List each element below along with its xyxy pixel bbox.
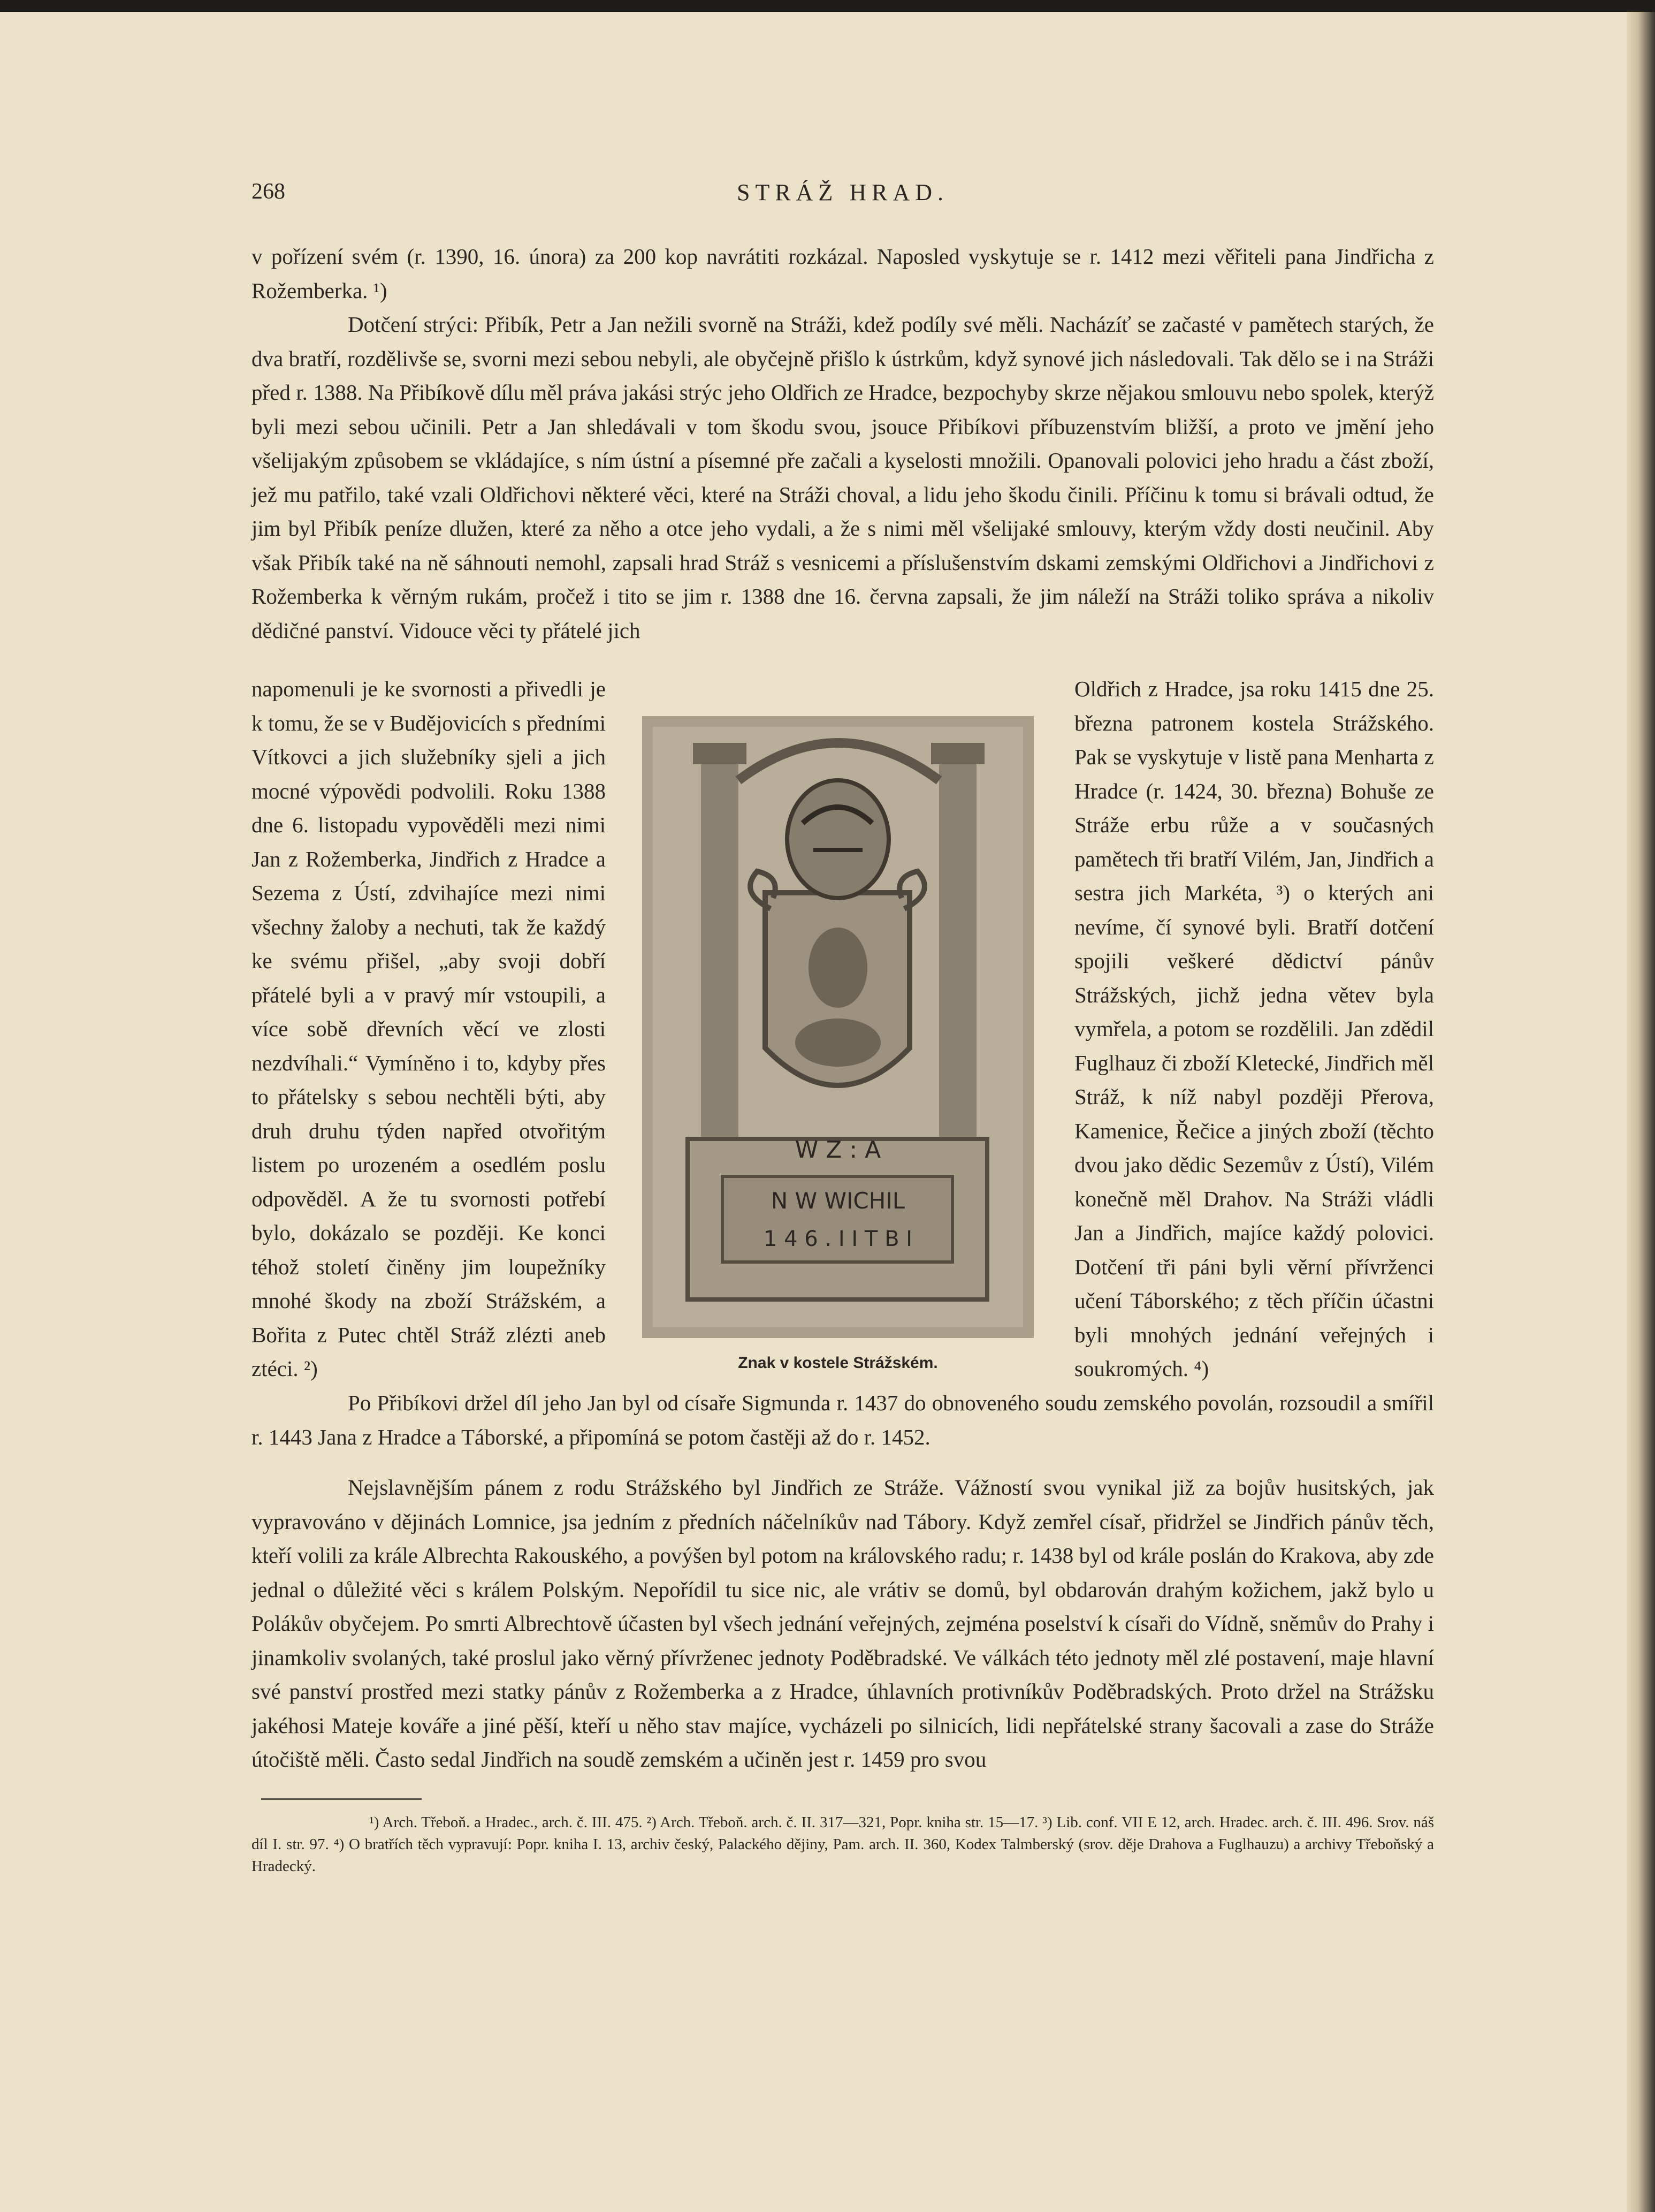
body-text-top (251, 240, 1434, 648)
body-text-bottom (251, 1471, 1434, 1777)
page-edge (1627, 12, 1655, 2212)
figure-caption: Znak v kostele Strážském. (738, 1354, 938, 1372)
footnote-divider (261, 1798, 422, 1800)
inscription-top: W Z : A (795, 1136, 881, 1164)
paragraph: v pořízení svém (r. 1390, 16. února) za 200 kop navrátiti rozkázal. Naposled vyskytuje se r. 1412 mezi věřiteli pana Jindřicha z Rožemberka. ¹) (251, 244, 1434, 303)
paragraph: Nejslavnějším pánem z rodu Strážského byl Jindřich ze Stráže. Vážností svou vynikal již za bojův husitských, jak vypravováno v dějinách Lomnice, jsa jedním z předních náčelníkův nad Tábory. Když zemřel císař, přidržel se Jindřich pánův těch, kteří volili za krále Albrechta Rakouského, a povýšen byl potom na královského radu; r. 1438 byl od krále poslán do Krakova, aby zde jednal o důležité věci s králem Polským. Nepořídil tu sice nic, ale vrátiv se domů, byl obdarován drahým kožichem, jakž bylo u Polákův obyčejem. Po smrti Albrechtově účasten byl všech jednání veřejných, zejména poselství k císaři do Vídně, sněmův do Prahy i jinamkoliv svolaných, také proslul jako věrný přívrženec jednoty Poděbradské. Ve válkách této jednoty měl zlé postavení, maje hlavní své panství prostřed mezi statky pánův z Rožemberka a z Hradce, úhlavních protivníkův Poděbradských. Proto držel na Strážsku jakéhosi Mateje kováře a jiné pěší, kteří u něho stav majíce, vycházeli po silnicích, lidi nepřátelské strany šacovali a zase do Stráže útočiště měli. Často sedal Jindřich na soudě zemském a učiněn jest r. 1459 pro svou (251, 1475, 1434, 1772)
footnotes (251, 1812, 1434, 1877)
inscription-date: 1 4 6 . I I T B I (763, 1227, 913, 1251)
footnote-text: ¹) Arch. Třeboň. a Hradec., arch. č. III. 475. ²) Arch. Třeboň. arch. č. II. 317—321, Popr. kniha str. 15—17. ³) Lib. conf. VII E 12, arch. Hradec. arch. č. III. 496. Srov. náš díl I. str. 97. ⁴) O bratřích těch vypravují: Popr. kniha I. 13, archiv český, Palackého dějiny, Pam. arch. II. 360, Kodex Talmberský (srov. děje Drahova a Fuglhauzu) a archivy Třeboňský a Hradecký. (251, 1814, 1434, 1875)
coat-of-arms-illustration (642, 716, 1034, 1338)
body-text-middle (251, 1386, 1434, 1454)
paragraph: Dotčení strýci: Přibík, Petr a Jan nežili svorně na Stráži, kdež podíly své měli. Nacházíť se začasté v pamětech starých, že dva bratří, rozdělivše se, svorni mezi sebou nebyli, ale obyčejně přišlo k ústrkům, když synové jich následovali. Tak dělo se i na Stráži před r. 1388. Na Přibíkově dílu měl práva jakási strýc jeho Oldřich ze Hradce, bezpochyby skrze nějakou smlouvu nebo spolek, kterýž byli mezi sebou učinili. Petr a Jan shledávali v tom škodu svou, jsouce Přibíkovi příbuzenstvím bližší, a proto ve jmění jeho všelijakým způsobem se vkládajíce, s ním ústní a písemné pře začali a kyselosti množili. Opanovali polovici jeho hradu a část zboží, jež mu patřilo, také vzali Oldřichovi některé věci, které na Stráži choval, a lidu jeho škodu činili. Příčinu k tomu si brávali odtud, že jim byl Přibík peníze dlužen, které za něho a otce jeho vydali, a že s nimi měl všelijaké smlouvy, kterým vždy dosti neučinil. Aby však Přibík také na ně sáhnouti nemohl, zapsali hrad Stráž s vesnicemi a příslušenstvím dskami zemskými Oldřichovi a Jindřichovi z Rožemberka k věrným rukám, pročež i tito se jim r. 1388 dne 16. června zapsali, že jim náleží na Stráži toliko správa a nikoliv dědičné panství. Vidouce věci ty přátelé jich (251, 312, 1434, 643)
page-number: 268 (251, 179, 285, 204)
page-header (251, 179, 1434, 216)
paragraph-end: Jan byl od císaře Sigmunda r. 1437 do obnoveného soudu zemského povolán, rozsoudil a smířil r. 1443 Jana z Hradce a Táborské, a připomíná se potom častěji až do r. 1452. (251, 1390, 1435, 1449)
paragraph (251, 1386, 1434, 1454)
coat-of-arms-figure (642, 716, 1034, 1338)
running-head: STRÁŽ HRAD. (736, 179, 949, 206)
paragraph-start: Po Přibíkovi držel díl jeho (348, 1390, 582, 1415)
right-column-text (1074, 672, 1434, 1386)
paragraph: napomenuli je ke svornosti a přivedli je k tomu, že se v Budějovicích s předními Vítkovci a jich služebníky sjeli a jich mocné výpovědi podvolili. Roku 1388 dne 6. listopadu vypověděli mezi nimi Jan z Rožemberka, Jindřich z Hradce a Sezema z Ústí, zdvihajíce mezi nimi všechny žaloby a nechuti, tak že každý ke svému přišel, „aby svoji dobří přátelé byli a v pravý mír vstoupili, a více sobě dřevních věcí ve zlosti nezdvíhali.“ Vymíněno i to, kdyby přes to přátelsky s sebou nechtěli býti, aby druh druhu týden napřed otvořitým listem po urozeném a osedlém poslu odpověděl. A že tu svornosti potřebí bylo, dokázalo se později. Ke konci téhož století činěny jim loupežníky mnohé škody na zboží Strážském, a Bořita z Putec chtěl Stráž zlézti aneb ztéci. ²) (251, 676, 606, 1381)
inscription-middle: N W WICHIL (771, 1188, 905, 1214)
paragraph: Oldřich z Hradce, jsa roku 1415 dne 25. března patronem kostela Strážského. Pak se vyskytuje v listě pana Menharta z Hradce (r. 1424, 30. března) Bohuše ze Stráže erbu růže a v současných pamětech tři bratří Vilém, Jan, Jindřich a sestra jich Markéta, ³) o kterých ani nevíme, čí synové byli. Bratří dotčení spojili veškeré dědictví pánův Strážských, jichž jedna větev byla vymřela, a potom se rozdělili. Jan zdědil Fuglhauz či zboží Kletecké, Jindřich měl Stráž, k níž nabyl později Přerova, Kamenice, Řečice a jiných zboží (těchto dvou jako dědic Sezemův z Ústí), Vilém konečně měl Drahov. Na Stráži vládli Jan a Jindřich, majíce každý polovici. Dotčení tři páni byli věrní přívrženci učení Táborského; z těch příčin účastni byli mnohých jednání veřejných i soukromých. ⁴) (1074, 676, 1434, 1381)
left-column-text (251, 672, 606, 1386)
